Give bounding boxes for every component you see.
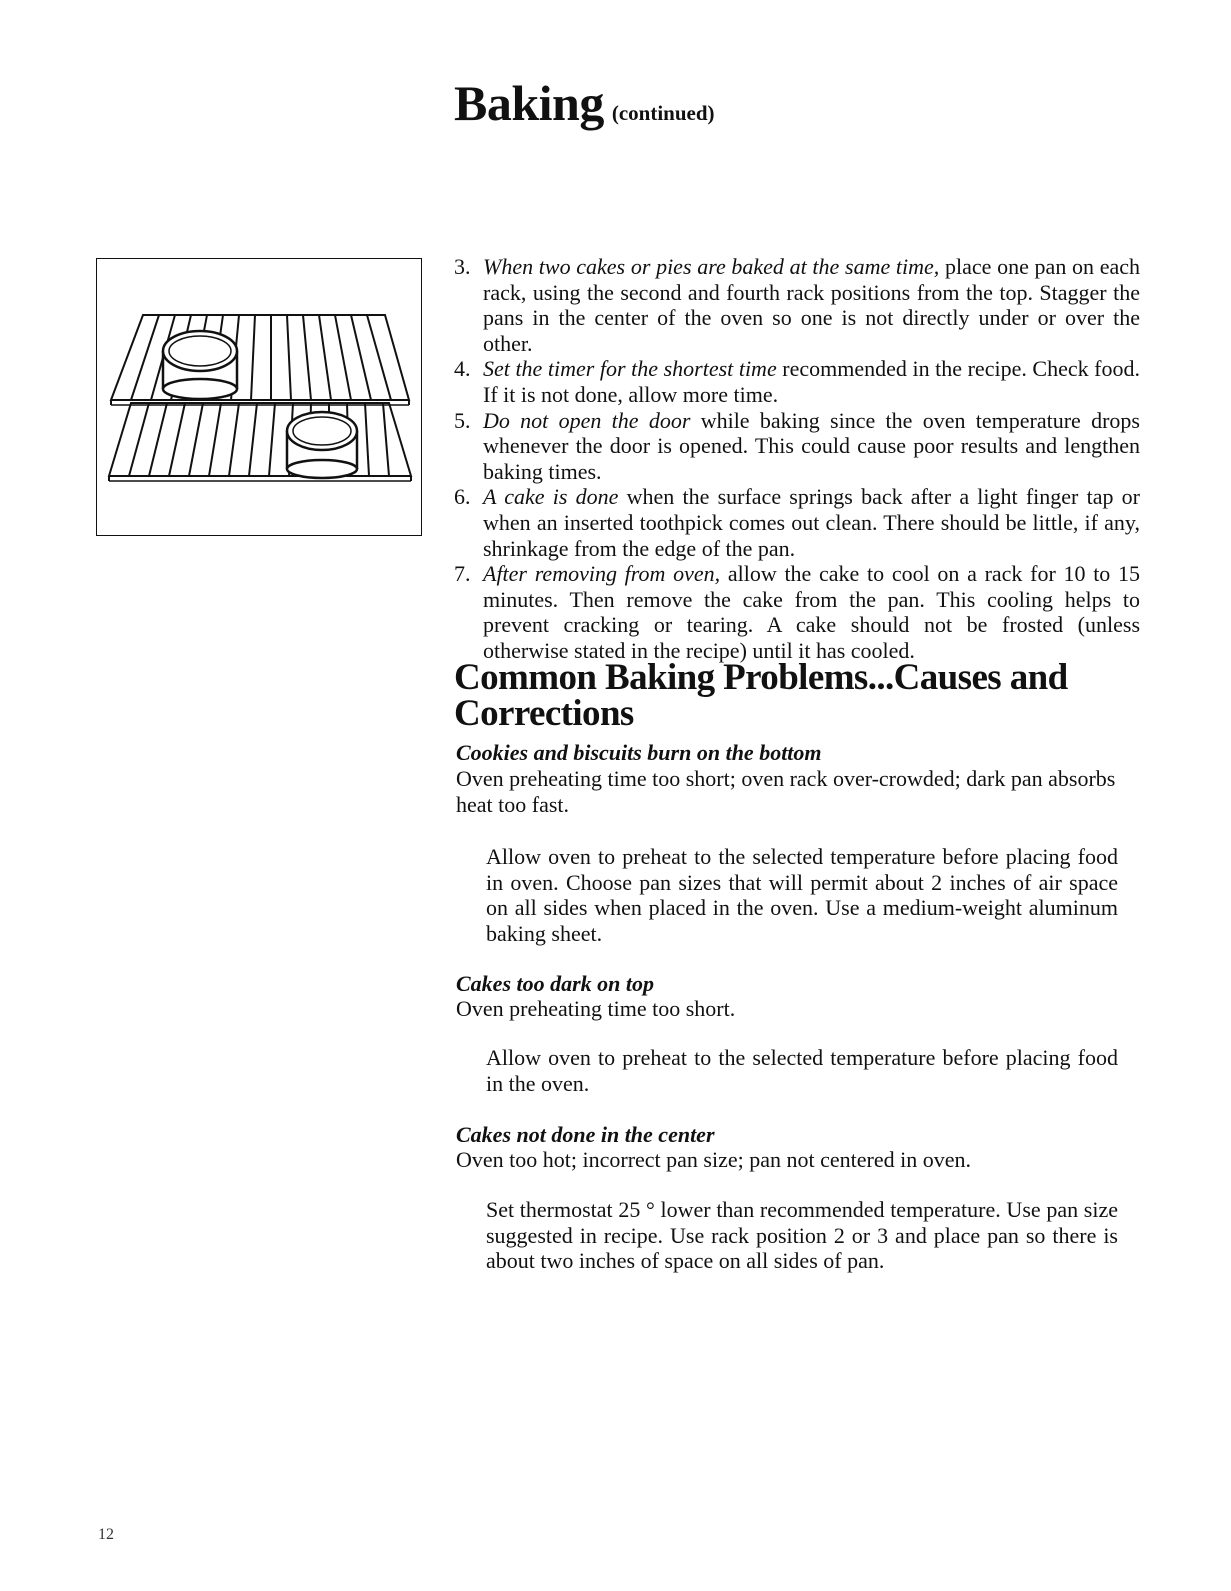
step-item	[454, 254, 1140, 356]
problem-cause: Oven preheating time too short; oven rack over-crowded; dark pan absorbs heat too fast.	[456, 766, 1116, 817]
problem-solution: Allow oven to preheat to the selected temperature before placing food in the oven.	[486, 1045, 1118, 1096]
problem-cause: Oven preheating time too short.	[456, 996, 736, 1021]
pan-upper-rack	[163, 331, 237, 399]
step-text: allow the cake to cool on a rack for 10 to 15 minutes. Then remove the cake from the pan. This cooling helps to prevent cracking or tearing. A cake should not be frosted (unless otherwise stated in the recipe) until it has cooled.	[483, 561, 1141, 663]
problem-solution: Set thermostat 25 ° lower than recommended temperature. Use pan size suggested in recipe. Use rack position 2 or 3 and place pan so there is about two inches of space on all sides of pan.	[486, 1197, 1118, 1274]
step-number: 3.	[454, 254, 471, 279]
step-lead: After removing from oven,	[483, 561, 721, 587]
step-lead: Set the timer for the shortest time	[483, 356, 777, 382]
problem-cause: Oven too hot; incorrect pan size; pan not centered in oven.	[456, 1147, 971, 1172]
step-lead: Do not open the door	[483, 407, 691, 433]
oven-racks-drawing	[97, 259, 423, 537]
step-item	[454, 484, 1140, 561]
step-item	[454, 561, 1140, 663]
step-number: 7.	[454, 561, 471, 587]
step-lead: A cake is done	[483, 484, 619, 510]
step-text: place one pan on each rack, using the second and fourth rack positions from the top. Stagger the pans in the center of the oven so one is not directly under or over the other.	[483, 254, 1141, 356]
problem-solution: Allow oven to preheat to the selected temperature before placing food in oven. Choose pan sizes that will permit about 2 inches of air space on all sides when placed in the oven. Use a medium-weight aluminum baking sheet.	[486, 844, 1118, 946]
pan-lower-rack	[287, 412, 357, 478]
problem-title: Cakes not done in the center	[456, 1122, 715, 1147]
page-title	[454, 75, 715, 131]
oven-rack-illustration	[96, 258, 422, 536]
page-title-main: Baking	[454, 75, 604, 131]
page-title-suffix: (continued)	[611, 101, 715, 125]
step-text: when the surface springs back after a light finger tap or when an inserted toothpick comes out clean. There should be little, if any, shrinkage from the edge of the pan.	[483, 484, 1140, 561]
baking-steps-list	[454, 254, 1140, 664]
step-text: recommended in the recipe. Check food. If it is not done, allow more time.	[483, 356, 1141, 407]
step-item	[454, 408, 1140, 485]
page-number: 12	[98, 1526, 114, 1543]
problem-title: Cakes too dark on top	[456, 971, 655, 996]
step-lead: When two cakes or pies are baked at the same time,	[483, 254, 940, 279]
step-text: while baking since the oven temperature drops whenever the door is opened. This could cause poor results and lengthen baking times.	[483, 407, 1140, 484]
problem-title: Cookies and biscuits burn on the bottom	[456, 740, 822, 765]
step-number: 5.	[454, 407, 471, 433]
step-number: 6.	[454, 484, 471, 510]
step-item	[454, 356, 1140, 407]
step-number: 4.	[454, 356, 471, 382]
section-heading: Common Baking Problems...Causes and Corrections	[454, 657, 1068, 734]
